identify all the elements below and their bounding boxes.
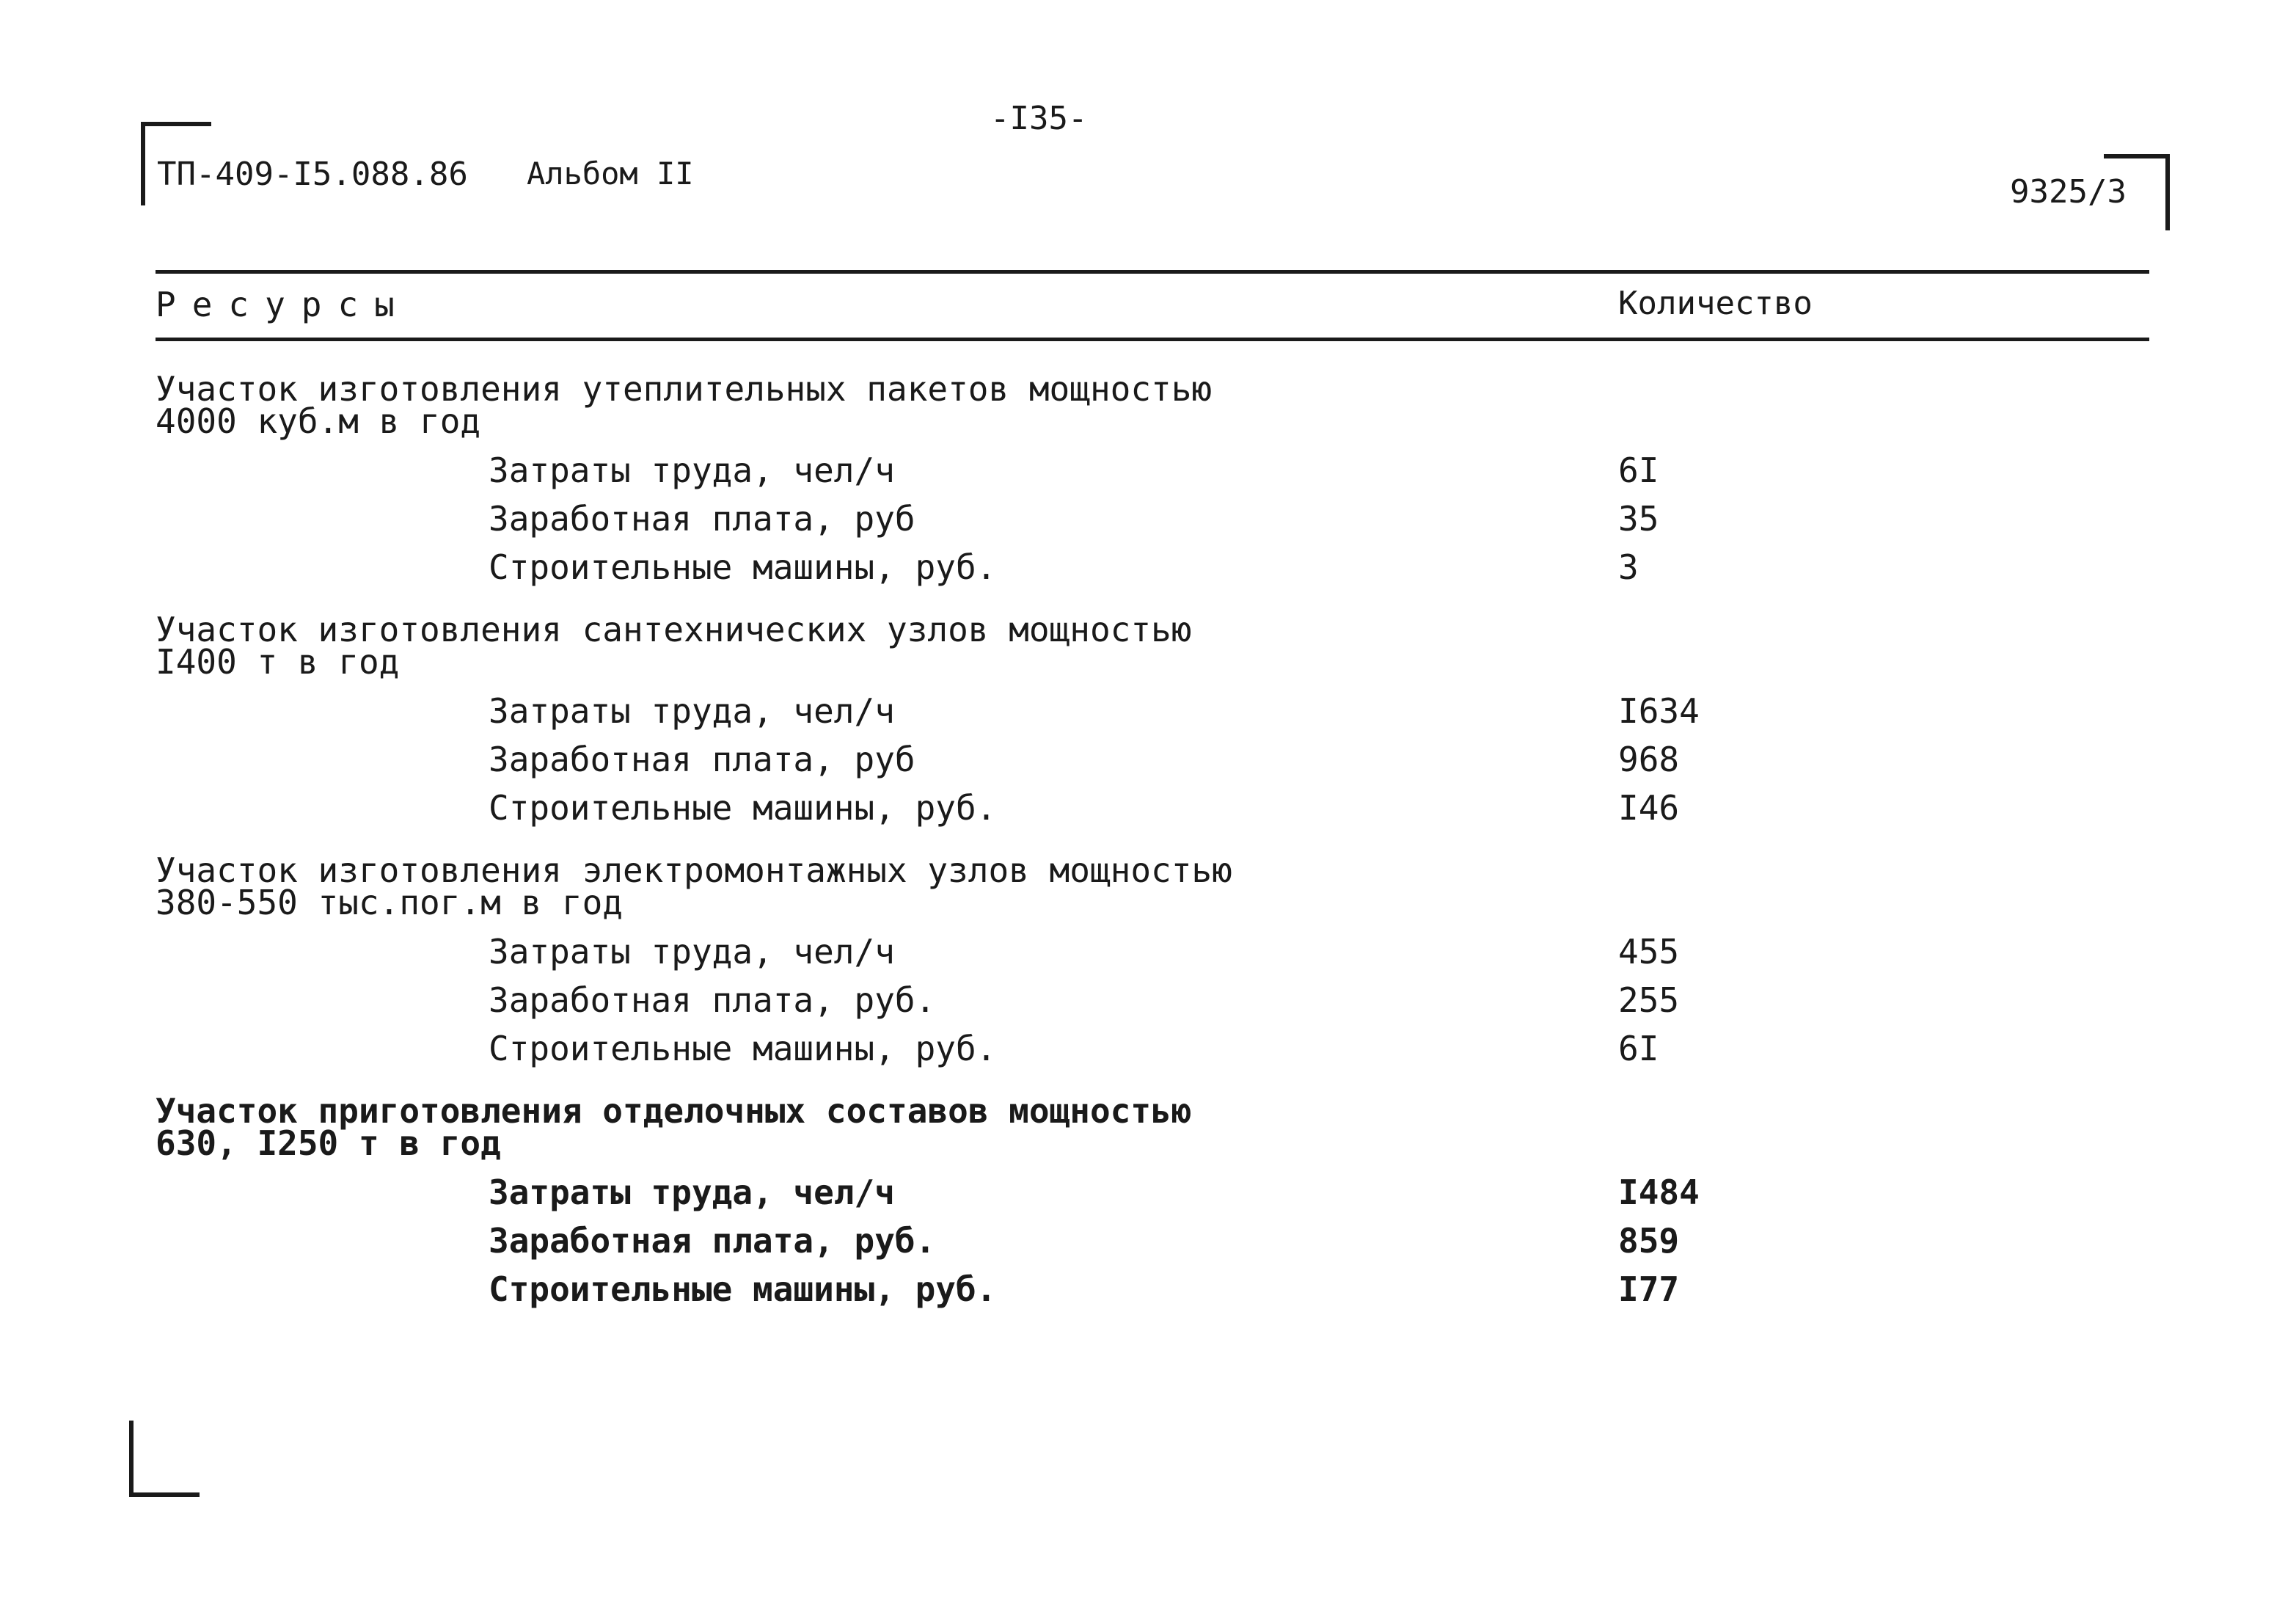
table-section [156, 1091, 2136, 1312]
row-value: 455 [1618, 932, 1680, 971]
corner-mark-top-left-vertical [141, 122, 145, 205]
column-header-quantity: Количество [1618, 285, 1813, 322]
row-value: 3 [1618, 547, 1639, 587]
section-title: Участок приготовления отделочных составов мощностью 630, I250 т в год [156, 1091, 1192, 1163]
row-label: Заработная плата, руб. [489, 1221, 936, 1261]
table-section [156, 850, 2136, 1071]
row-value: 6I [1618, 451, 1659, 490]
row-value: I77 [1618, 1269, 1680, 1309]
row-value: 255 [1618, 980, 1680, 1020]
table-top-rule [156, 270, 2149, 274]
table-section [156, 369, 2136, 590]
table-row [156, 1215, 2136, 1264]
row-label: Строительные машины, руб. [489, 1269, 997, 1309]
album-label: Альбом II [527, 156, 694, 192]
table-header-rule [156, 338, 2149, 341]
table-row [156, 1023, 2136, 1071]
table-row [156, 445, 2136, 493]
corner-mark-top-right [2104, 154, 2170, 158]
row-value: 859 [1618, 1221, 1680, 1261]
row-value: I634 [1618, 691, 1700, 731]
row-label: Заработная плата, руб [489, 740, 915, 779]
row-value: 968 [1618, 740, 1680, 779]
sheet-code: 9325/3 [2010, 173, 2127, 211]
corner-mark-top-left [141, 122, 211, 126]
table-section [156, 610, 2136, 831]
corner-mark-bottom-left-horizontal [129, 1492, 200, 1497]
row-value: I46 [1618, 788, 1680, 828]
table-row [156, 734, 2136, 782]
corner-mark-bottom-left [129, 1421, 134, 1497]
section-title: Участок изготовления сантехнических узлов мощностью I400 т в год [156, 610, 1192, 682]
row-label: Затраты труда, чел/ч [489, 1173, 895, 1212]
table-row [156, 926, 2136, 974]
row-value: 35 [1618, 499, 1659, 539]
table-row [156, 782, 2136, 831]
table-row [156, 493, 2136, 542]
table-row [156, 685, 2136, 734]
section-title: Участок изготовления утеплительных пакетов мощностью 4000 куб.м в год [156, 369, 1213, 441]
row-label: Затраты труда, чел/ч [489, 932, 895, 971]
table-row [156, 974, 2136, 1023]
page-number: -I35- [990, 100, 1088, 137]
row-label: Строительные машины, руб. [489, 547, 997, 587]
row-value: 6I [1618, 1029, 1659, 1068]
table-row [156, 1167, 2136, 1215]
table-row [156, 542, 2136, 590]
row-label: Строительные машины, руб. [489, 788, 997, 828]
row-label: Затраты труда, чел/ч [489, 451, 895, 490]
row-value: I484 [1618, 1173, 1700, 1212]
section-title: Участок изготовления электромонтажных узлов мощностью 380-550 тыс.пог.м в год [156, 850, 1232, 922]
corner-mark-top-right-vertical [2165, 154, 2170, 230]
row-label: Строительные машины, руб. [489, 1029, 997, 1068]
row-label: Заработная плата, руб [489, 499, 915, 539]
document-code: ТП-409-I5.088.86 [157, 156, 468, 193]
row-label: Затраты труда, чел/ч [489, 691, 895, 731]
column-header-resources: Ресурсы [156, 285, 411, 324]
row-label: Заработная плата, руб. [489, 980, 936, 1020]
table-row [156, 1264, 2136, 1312]
